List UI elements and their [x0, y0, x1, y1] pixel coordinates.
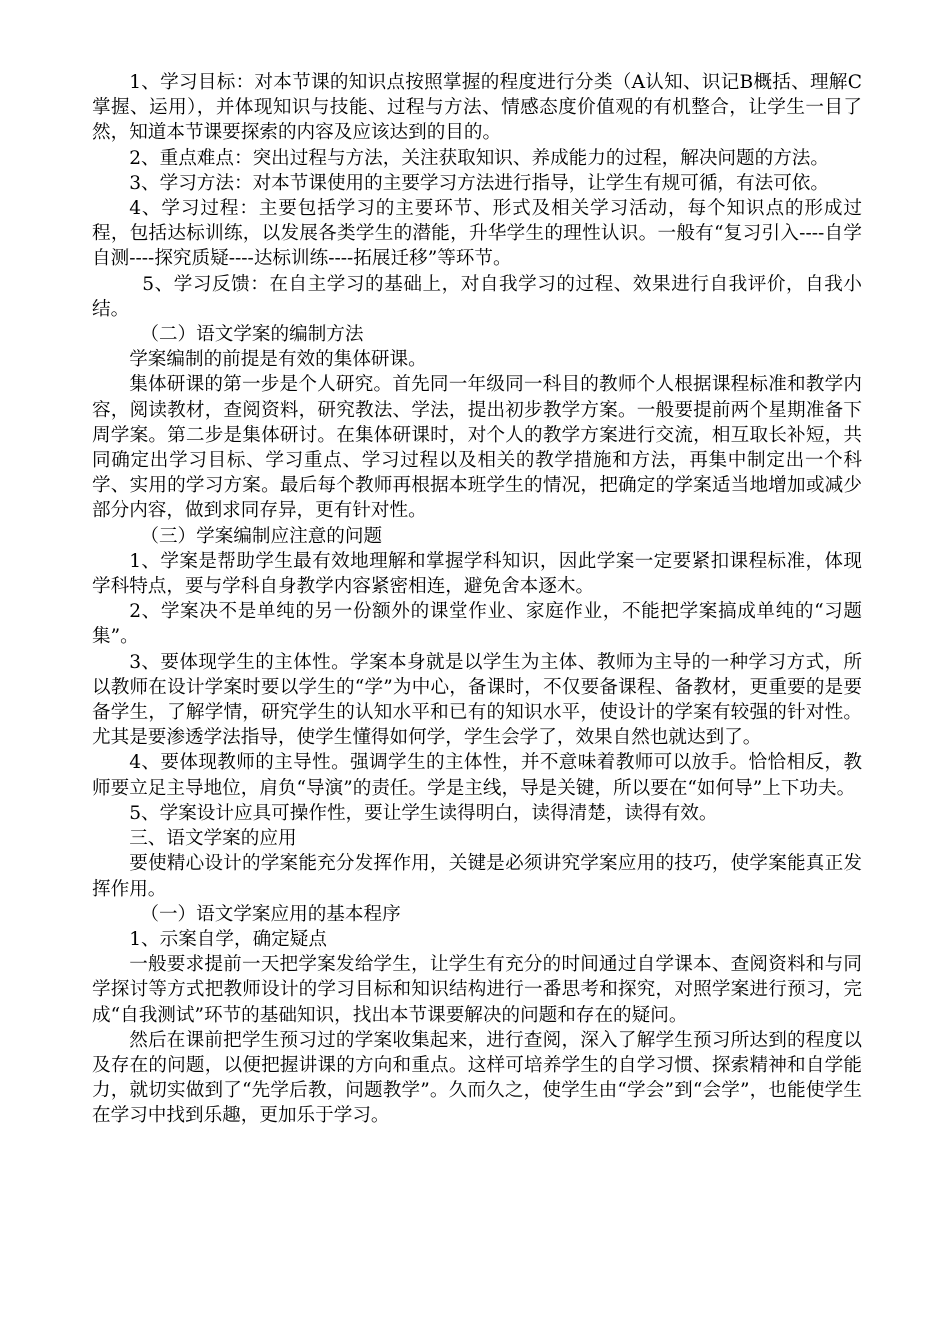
- paragraph-key-points: 2、重点难点：突出过程与方法，关注获取知识、养成能力的过程，解决问题的方法。: [129, 147, 829, 169]
- paragraph-issue-1: 1、学案是帮助学生最有效地理解和掌握学科知识，因此学案一定要紧扣课程标准，体现学科特点，要与学科自身教学内容紧密相连，避免舍本逐木。: [92, 550, 862, 598]
- paragraph-learning-process: 4、学习过程：主要包括学习的主要环节、形式及相关学习活动，每个知识点的形成过程，包括达标训练，以发展各类学生的潜能，升华学生的理性认识。一般有“复习引入----自学自测----探究质疑----达标训练----拓展迁移”等环节。: [92, 198, 862, 270]
- paragraph-issue-4: 4、要体现教师的主导性。强调学生的主体性，并不意味着教师可以放手。恰恰相反，教师要立足主导地位，肩负“导演”的责任。学是主线，导是关键，所以要在“如何导”上下功夫。: [92, 752, 862, 799]
- paragraph-issue-2: 2、学案决不是单纯的另一份额外的课堂作业、家庭作业，不能把学案搞成单纯的“习题集”。: [92, 601, 862, 648]
- section-heading-basic-procedure: （一）语文学案应用的基本程序: [140, 903, 401, 925]
- paragraph-learning-feedback: 5、学习反馈：在自主学习的基础上，对自我学习的过程、效果进行自我评价，自我小结。: [92, 273, 862, 320]
- paragraph-collective-research: 集体研课的第一步是个人研究。首先同一年级同一科目的教师个人根据课程标准和教学内容，阅读教材，查阅资料，研究教法、学法，提出初步教学方案。一般要提前两个星期准备下周学案。第二步是集体研讨。在集体研课时，对个人的教学方案进行交流，相互取长补短，共同确定出学习目标、学习重点、学习过程以及相关的教学措施和方法，再集中制定出一个科学、实用的学习方案。最后每个教师再根据本班学生的情况，把确定的学案适当地增加或减少部分内容，做到求同存异，更有针对性。: [92, 374, 862, 522]
- paragraph-learning-methods: 3、学习方法：对本节课使用的主要学习方法进行指导，让学生有规可循，有法可依。: [129, 172, 829, 194]
- document-page: [92, 70, 862, 1129]
- paragraph-premise: 学案编制的前提是有效的集体研课。: [129, 349, 427, 371]
- paragraph-distribute-plan: 一般要求提前一天把学案发给学生，让学生有充分的时间通过自学课本、查阅资料和与同学探讨等方式把教师设计的学习目标和知识结构进行一番思考和探究，对照学案进行预习，完成“自我测试”环节的基础知识，找出本节课要解决的问题和存在的疑问。: [92, 954, 862, 1026]
- paragraph-collect-plan: 然后在课前把学生预习过的学案收集起来，进行查阅，深入了解学生预习所达到的程度以及存在的问题，以便把握讲课的方向和重点。这样可培养学生的自学习惯、探索精神和自学能力，就切实做到了“先学后教，问题教学”。久而久之，使学生由“学会”到“会学”，也能使学生在学习中找到乐趣，更加乐于学习。: [92, 1029, 862, 1127]
- paragraph-issue-5: 5、学案设计应具可操作性，要让学生读得明白，读得清楚，读得有效。: [129, 802, 718, 824]
- section-heading-compilation-methods: （二）语文学案的编制方法: [140, 324, 364, 346]
- paragraph-application-intro: 要使精心设计的学案能充分发挥作用，关键是必须讲究学案应用的技巧，使学案能真正发挥作用。: [92, 853, 862, 900]
- paragraph-learning-goals: 1、学习目标：对本节课的知识点按照掌握的程度进行分类（A认知、识记B概括、理解C掌握、运用），并体现知识与技能、过程与方法、情感态度价值观的有机整合，让学生一目了然，知道本节课要探索的内容及应该达到的目的。: [92, 72, 862, 144]
- section-heading-compilation-issues: （三）学案编制应注意的问题: [140, 525, 383, 547]
- subheading-self-study: 1、示案自学，确定疑点: [129, 928, 327, 950]
- section-heading-application: 三、语文学案的应用: [129, 828, 297, 850]
- paragraph-issue-3: 3、要体现学生的主体性。学案本身就是以学生为主体、教师为主导的一种学习方式，所以教师在设计学案时要以学生的“学”为中心，备课时，不仅要备课程、备教材，更重要的是要备学生，了解学情，研究学生的认知水平和已有的知识水平，使设计的学案有较强的针对性。尤其是要渗透学法指导，使学生懂得如何学，学生会学了，效果自然也就达到了。: [92, 651, 862, 749]
